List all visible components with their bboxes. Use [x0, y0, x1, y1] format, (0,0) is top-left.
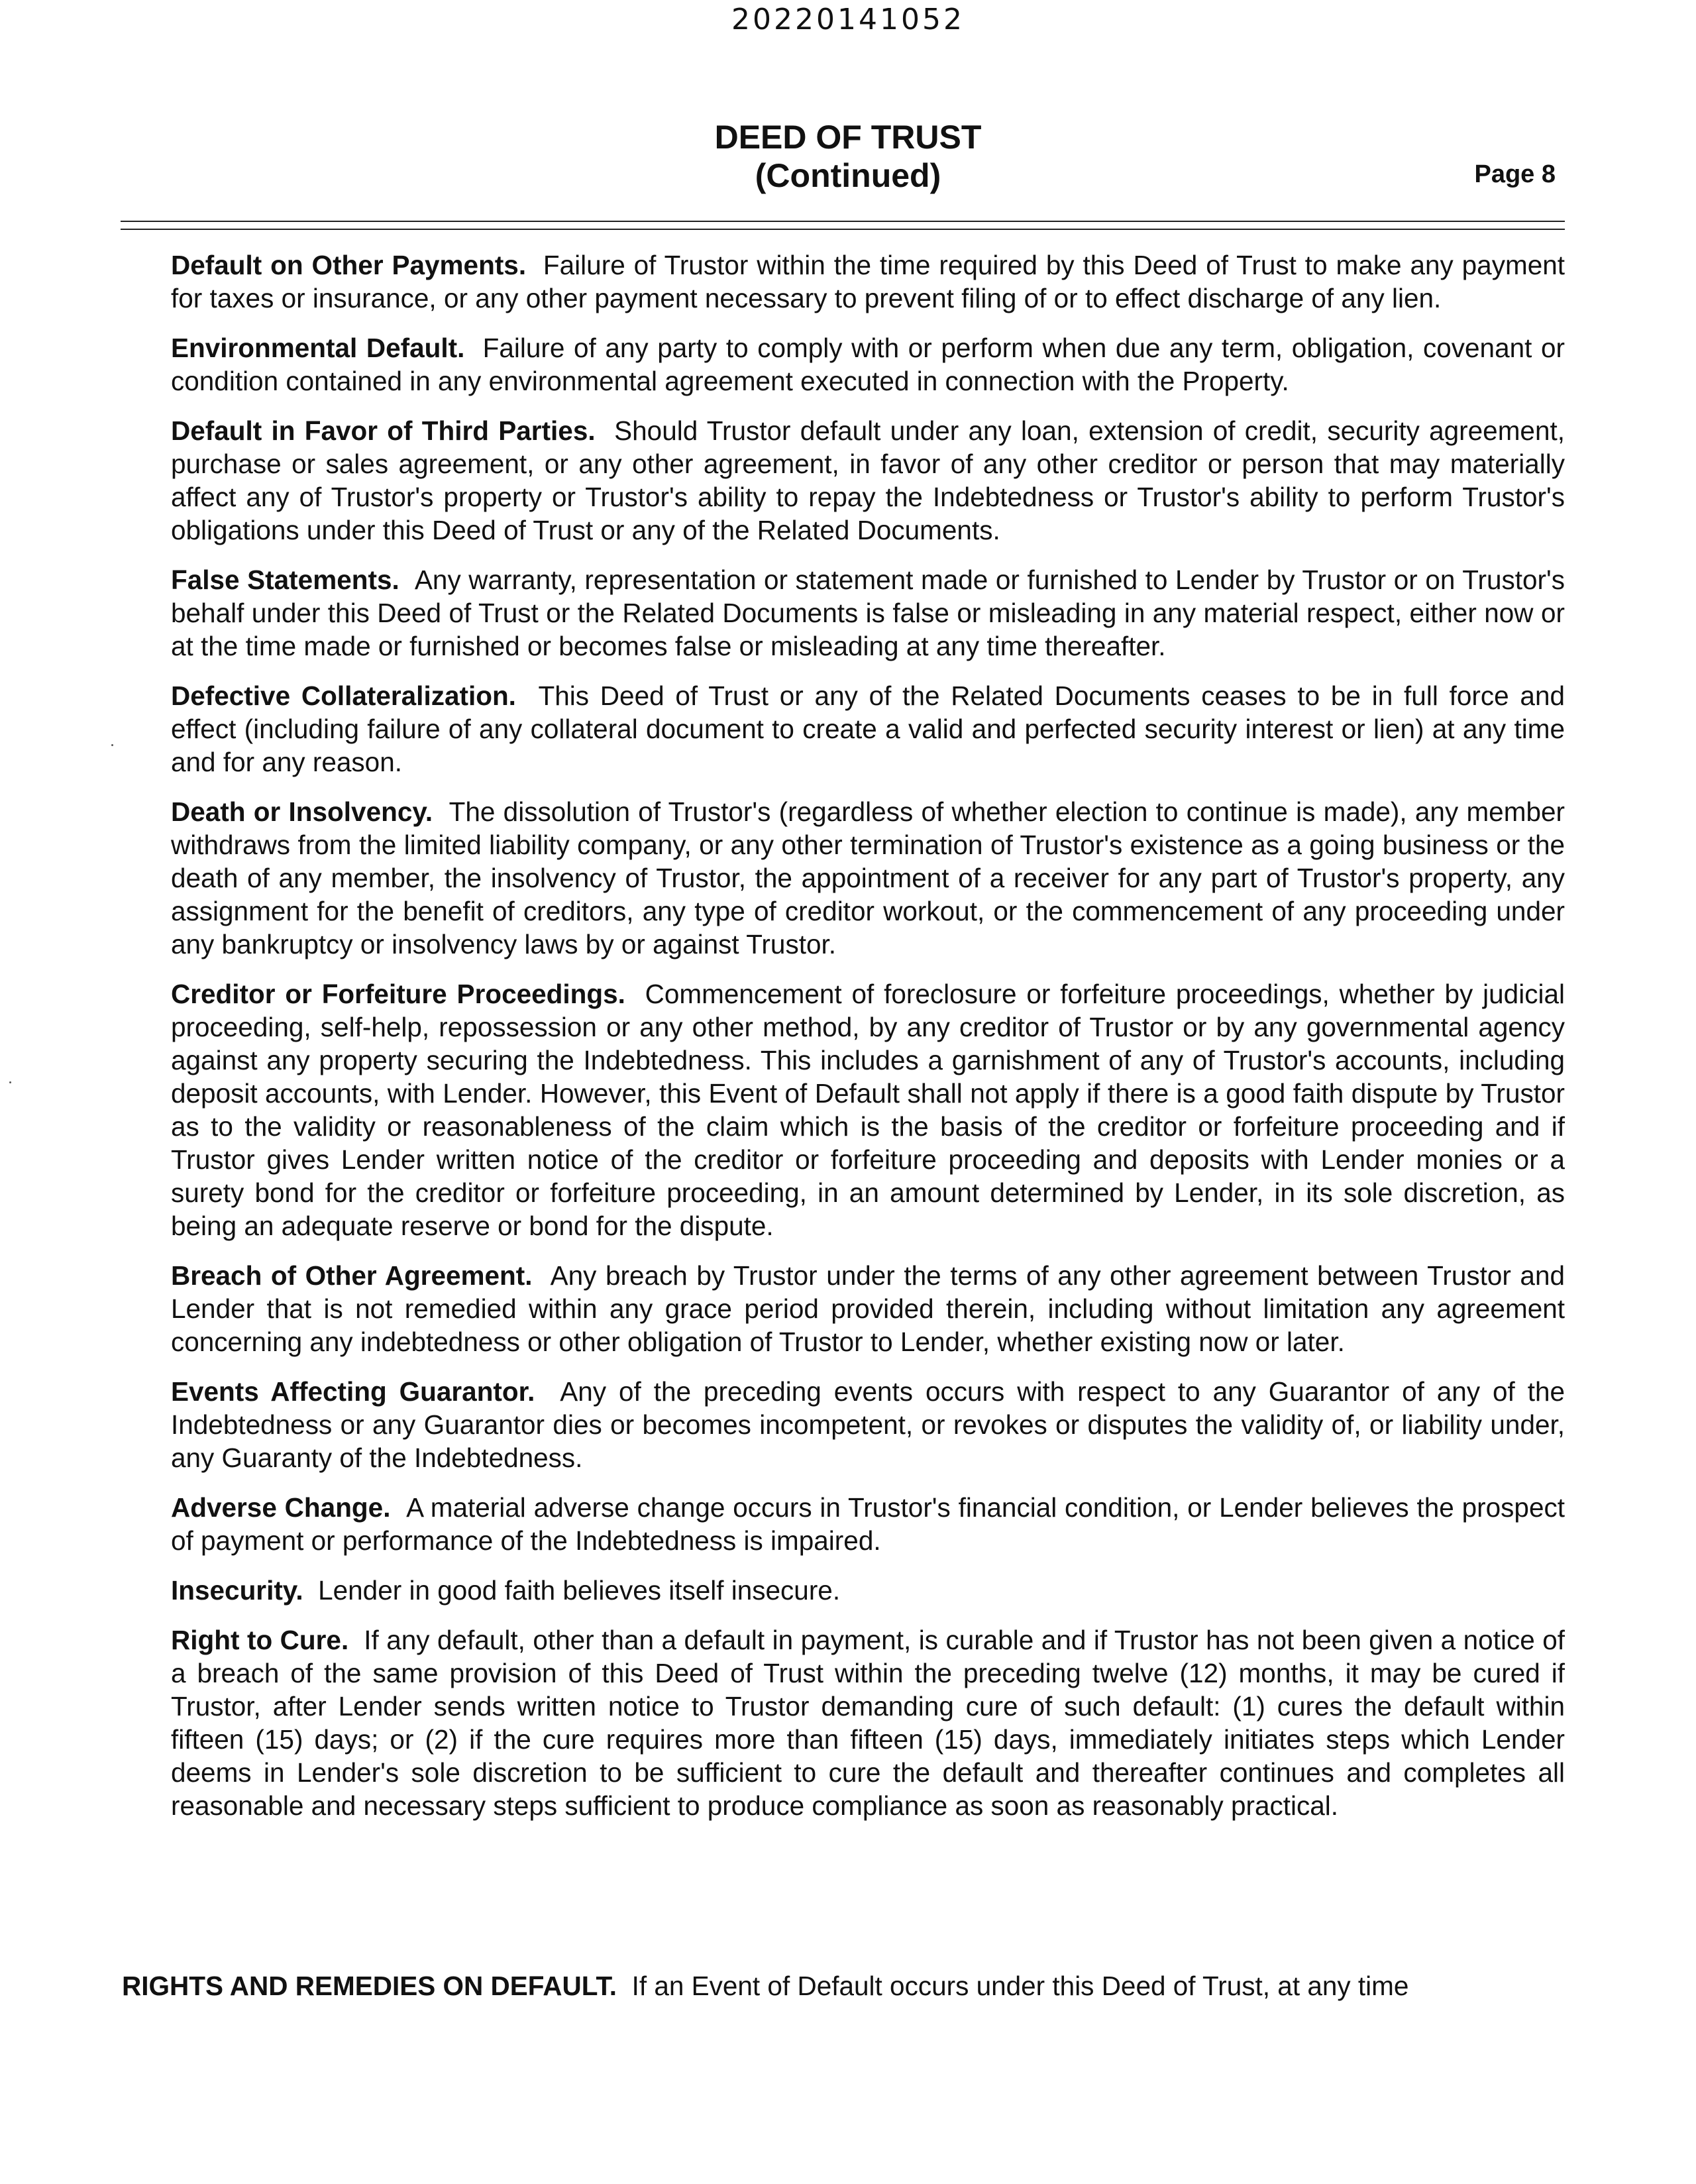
paragraph-creditor-forfeiture	[171, 977, 1565, 1242]
paragraph-text: Failure of any party to comply with or perform when due any term, obligation, covenant or condition contained in any environmental agreement executed in connection with the Property.	[171, 333, 1565, 396]
paragraph-death-insolvency	[171, 795, 1565, 961]
section-rights-remedies	[122, 1969, 1565, 2002]
paragraph-breach-other-agreement	[171, 1259, 1565, 1358]
paragraph-adverse-change	[171, 1491, 1565, 1557]
title-line-1: DEED OF TRUST	[714, 119, 982, 156]
paragraph-heading: Right to Cure.	[171, 1625, 349, 1655]
paragraph-text: The dissolution of Trustor's (regardless of whether election to continue is made), any member withdraws from the limited liability company, or any other termination of Trustor's existence as a going business or the death of any member, the insolvency of Trustor, the appointment of a receiver for any part of Trustor's property, any assignment for the benefit of creditors, any type of creditor workout, or the commencement of any proceeding under any bankruptcy or insolvency laws by or against Trustor.	[171, 796, 1565, 959]
paragraph-defective-collateralization	[171, 679, 1565, 779]
paragraph-insecurity	[171, 1574, 1565, 1607]
header-rule-top	[121, 221, 1565, 222]
scan-speck	[111, 744, 113, 746]
events-of-default-list	[171, 248, 1565, 1839]
paragraph-heading: Default on Other Payments.	[171, 250, 527, 280]
paragraph-text: Any warranty, representation or statement made or furnished to Lender by Trustor or on Trustor's behalf under this Deed of Trust or the Related Documents is false or misleading in any material respect, either now or at the time made or furnished or becomes false or misleading at any time thereafter.	[171, 565, 1565, 661]
scan-speck	[9, 1081, 11, 1083]
paragraph-text: Any of the preceding events occurs with respect to any Guarantor of any of the Indebtedness or any Guarantor dies or becomes incompetent, or revokes or disputes the validity of, or liability under, any Guaranty of the Indebtedness.	[171, 1376, 1565, 1473]
section-text: If an Event of Default occurs under this Deed of Trust, at any time	[631, 1971, 1409, 2001]
paragraph-heading: Events Affecting Guarantor.	[171, 1376, 535, 1407]
paragraph-text: Lender in good faith believes itself insecure.	[318, 1575, 841, 1606]
paragraph-text: Any breach by Trustor under the terms of any other agreement between Trustor and Lender that is not remedied within any grace period provided therein, including without limitation any agreement concerning any indebtedness or other obligation of Trustor to Lender, whether existing now or later.	[171, 1260, 1565, 1357]
paragraph-third-parties	[171, 414, 1565, 547]
paragraph-heading: Death or Insolvency.	[171, 796, 433, 827]
paragraph-heading: Creditor or Forfeiture Proceedings.	[171, 979, 625, 1009]
header-rule-bottom	[121, 229, 1565, 230]
paragraph-heading: Environmental Default.	[171, 333, 465, 363]
paragraph-heading: Adverse Change.	[171, 1492, 391, 1523]
paragraph-text: If any default, other than a default in payment, is curable and if Trustor has not been given a notice of a breach of the same provision of this Deed of Trust within the preceding twelve (12) months, it may be cured if Trustor, after Lender sends written notice to Trustor demanding cure of such default: (1) cures the default within fifteen (15) days; or (2) if the cure requires more than fifteen (15) days, immediately initiates steps which Lender deems in Lender's sole discretion to be sufficient to cure the default and thereafter continues and completes all reasonable and necessary steps sufficient to produce compliance as soon as reasonably practical.	[171, 1625, 1565, 1821]
paragraph-heading: False Statements.	[171, 565, 399, 595]
paragraph-heading: Defective Collateralization.	[171, 681, 516, 711]
paragraph-events-affecting-guarantor	[171, 1375, 1565, 1474]
paragraph-heading: Default in Favor of Third Parties.	[171, 415, 596, 446]
page-number: Page 8	[1474, 160, 1556, 188]
paragraph-text: A material adverse change occurs in Trustor's financial condition, or Lender believes the prospect of payment or performance of the Indebtedness is impaired.	[171, 1492, 1565, 1556]
page-title	[0, 118, 1696, 195]
paragraph-heading: Insecurity.	[171, 1575, 303, 1606]
paragraph-false-statements	[171, 563, 1565, 663]
section-heading: RIGHTS AND REMEDIES ON DEFAULT.	[122, 1971, 617, 2001]
paragraph-text: This Deed of Trust or any of the Related Documents ceases to be in full force and effect (including failure of any collateral document to create a valid and perfected security interest or lien) at any time and for any reason.	[171, 681, 1565, 777]
title-line-2: (Continued)	[755, 157, 941, 194]
paragraph-heading: Breach of Other Agreement.	[171, 1260, 533, 1291]
paragraph-text: Commencement of foreclosure or forfeiture proceedings, whether by judicial proceeding, self-help, repossession or any other method, by any creditor of Trustor or by any governmental agency against any property securing the Indebtedness. This includes a garnishment of any of Trustor's accounts, including deposit accounts, with Lender. However, this Event of Default shall not apply if there is a good faith dispute by Trustor as to the validity or reasonableness of the claim which is the basis of the creditor or forfeiture proceeding and if Trustor gives Lender written notice of the creditor or forfeiture proceeding and deposits with Lender monies or a surety bond for the creditor or forfeiture proceeding, in an amount determined by Lender, in its sole discretion, as being an adequate reserve or bond for the dispute.	[171, 979, 1565, 1241]
paragraph-default-other-payments	[171, 248, 1565, 315]
paragraph-text: Should Trustor default under any loan, extension of credit, security agreement, purchase or sales agreement, or any other agreement, in favor of any other creditor or person that may materially affect any of Trustor's property or Trustor's ability to repay the Indebtedness or Trustor's ability to perform Trustor's obligations under this Deed of Trust or any of the Related Documents.	[171, 415, 1565, 545]
paragraph-environmental-default	[171, 331, 1565, 398]
paragraph-right-to-cure	[171, 1623, 1565, 1822]
paragraph-text: Failure of Trustor within the time required by this Deed of Trust to make any payment for taxes or insurance, or any other payment necessary to prevent filing of or to effect discharge of any lien.	[171, 250, 1565, 313]
document-number: 20220141052	[731, 3, 965, 36]
